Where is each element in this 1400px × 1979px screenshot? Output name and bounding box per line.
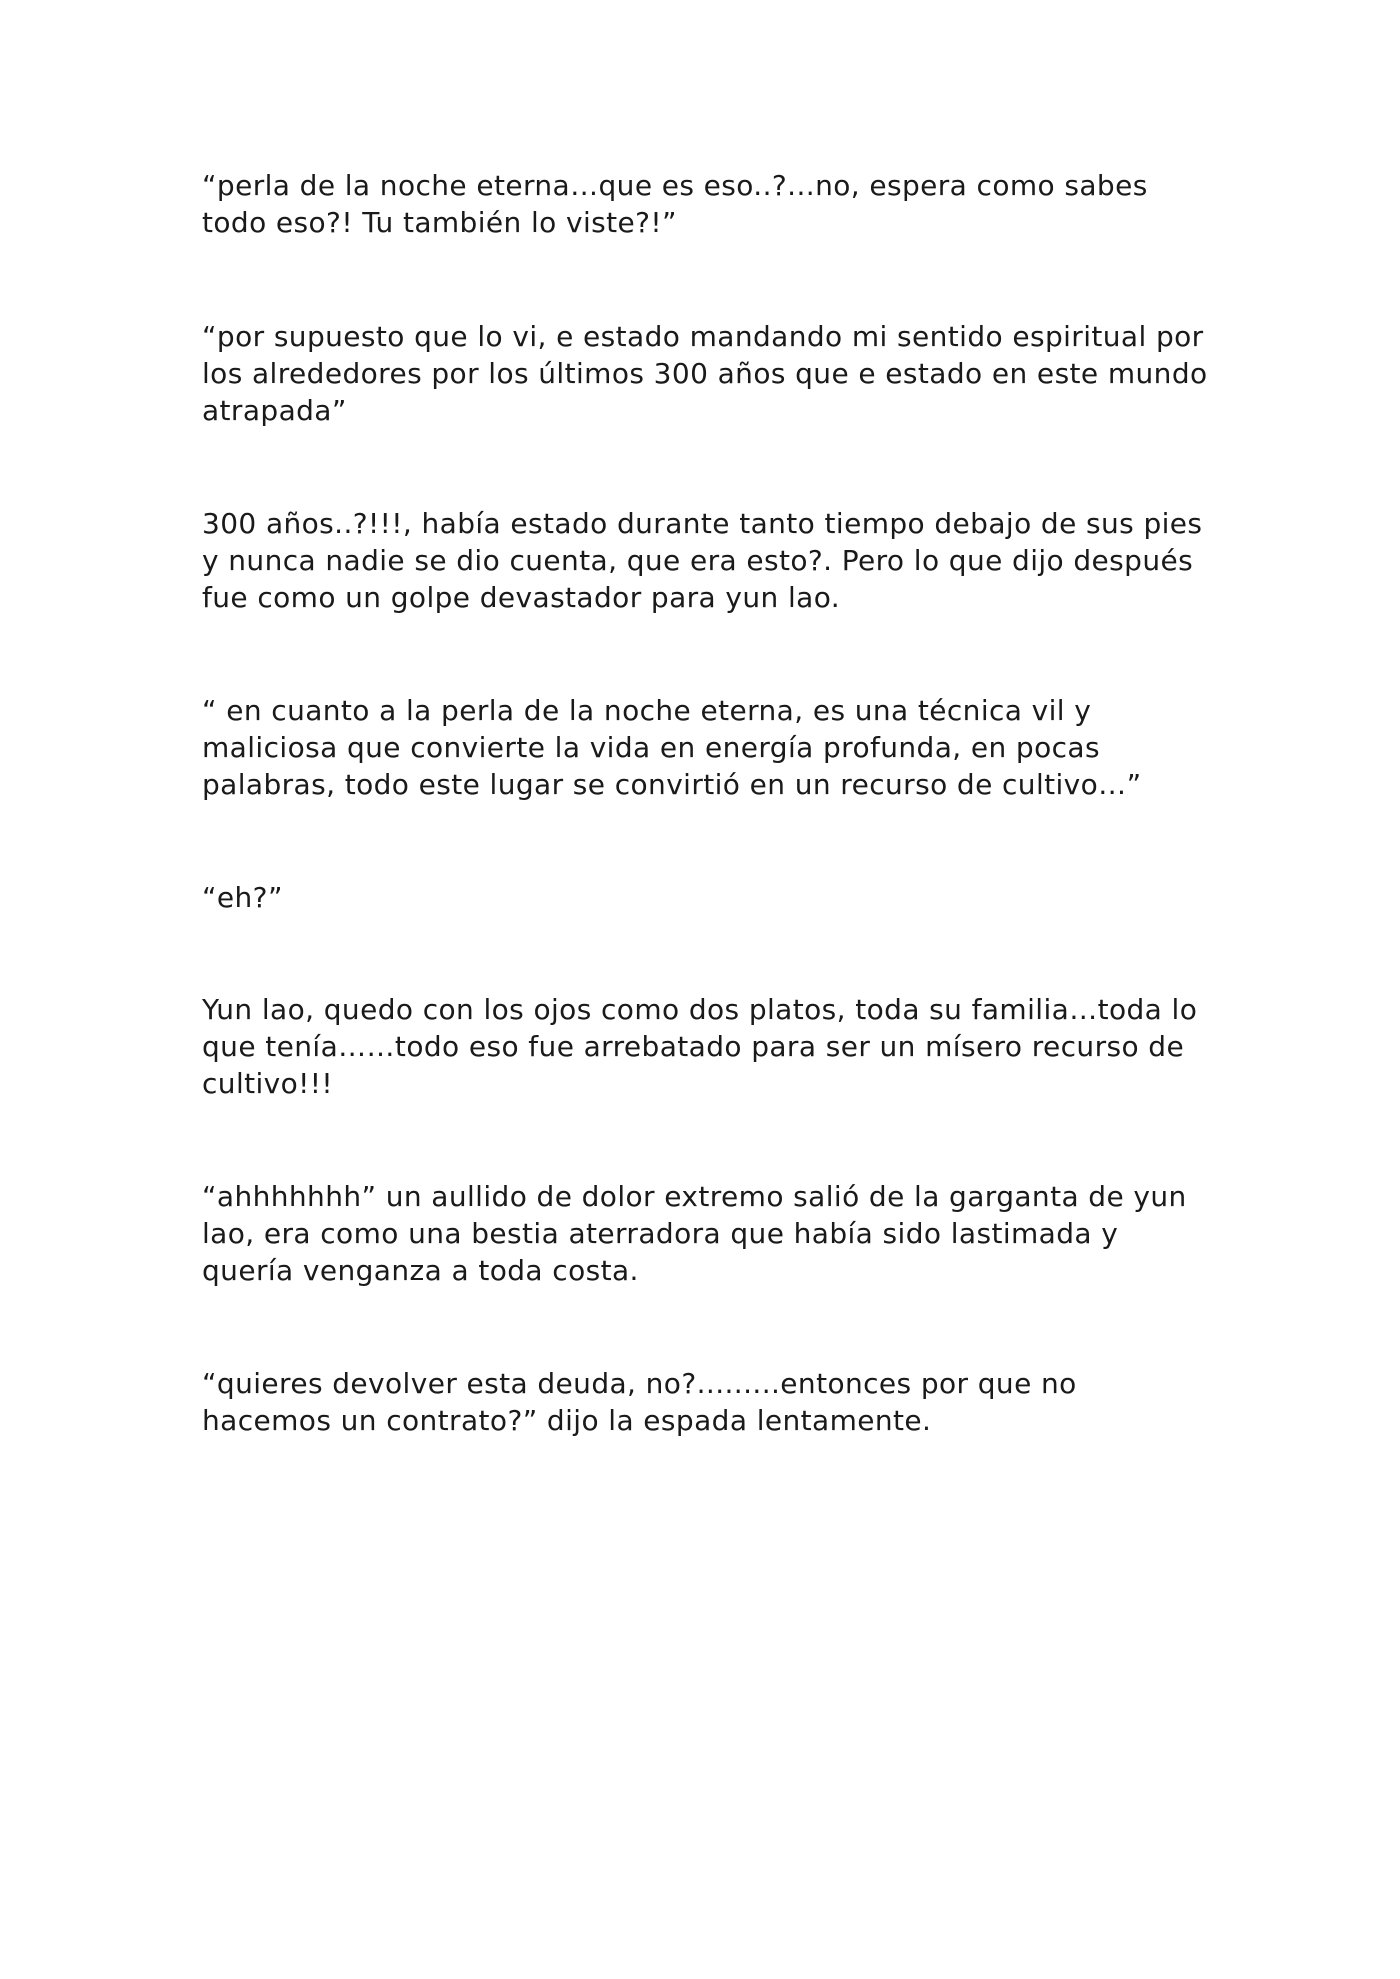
- paragraph-8-line-1: “quieres devolver esta deuda, no?.........entonces por que no: [202, 1367, 1077, 1400]
- paragraph-6-line-2: que tenía……todo eso fue arrebatado para ser un mísero recurso de: [202, 1030, 1185, 1063]
- paragraph-6-line-1: Yun lao, quedo con los ojos como dos platos, toda su familia…toda lo: [202, 993, 1198, 1026]
- paragraph-2: [202, 318, 1208, 429]
- paragraph-2-line-1: “por supuesto que lo vi, e estado mandando mi sentido espiritual por: [202, 320, 1204, 353]
- paragraph-1-line-2: todo eso?! Tu también lo viste?!”: [202, 206, 677, 239]
- paragraph-6: [202, 991, 1202, 1102]
- paragraph-5-line-1: “eh?”: [202, 881, 283, 914]
- paragraph-2-line-3: atrapada”: [202, 394, 347, 427]
- paragraph-7-line-3: quería venganza a toda costa.: [202, 1254, 639, 1287]
- paragraph-7-line-2: lao, era como una bestia aterradora que había sido lastimada y: [202, 1217, 1119, 1250]
- paragraph-8: [202, 1365, 1202, 1439]
- paragraph-3-line-3: fue como un golpe devastador para yun lao.: [202, 581, 841, 614]
- paragraph-8-line-2: hacemos un contrato?” dijo la espada lentamente.: [202, 1404, 932, 1437]
- paragraph-1-line-1: “perla de la noche eterna…que es eso..?...no, espera como sabes: [202, 169, 1148, 202]
- paragraph-3-line-2: y nunca nadie se dio cuenta, que era esto?. Pero lo que dijo después: [202, 544, 1194, 577]
- paragraph-7: [202, 1178, 1202, 1289]
- paragraph-2-line-2: los alrededores por los últimos 300 años que e estado en este mundo: [202, 357, 1208, 390]
- paragraph-6-line-3: cultivo!!!: [202, 1067, 334, 1100]
- paragraph-3-line-1: 300 años..?!!!, había estado durante tanto tiempo debajo de sus pies: [202, 507, 1203, 540]
- paragraph-1: [202, 167, 1202, 241]
- paragraph-5: [202, 879, 1202, 916]
- paragraph-4-line-3: palabras, todo este lugar se convirtió en un recurso de cultivo…”: [202, 768, 1142, 801]
- paragraph-3: [202, 505, 1202, 616]
- paragraph-7-line-1: “ahhhhhhh” un aullido de dolor extremo salió de la garganta de yun: [202, 1180, 1187, 1213]
- paragraph-4-line-2: maliciosa que convierte la vida en energía profunda, en pocas: [202, 731, 1100, 764]
- paragraph-4: [202, 692, 1202, 803]
- paragraph-4-line-1: “ en cuanto a la perla de la noche eterna, es una técnica vil y: [202, 694, 1092, 727]
